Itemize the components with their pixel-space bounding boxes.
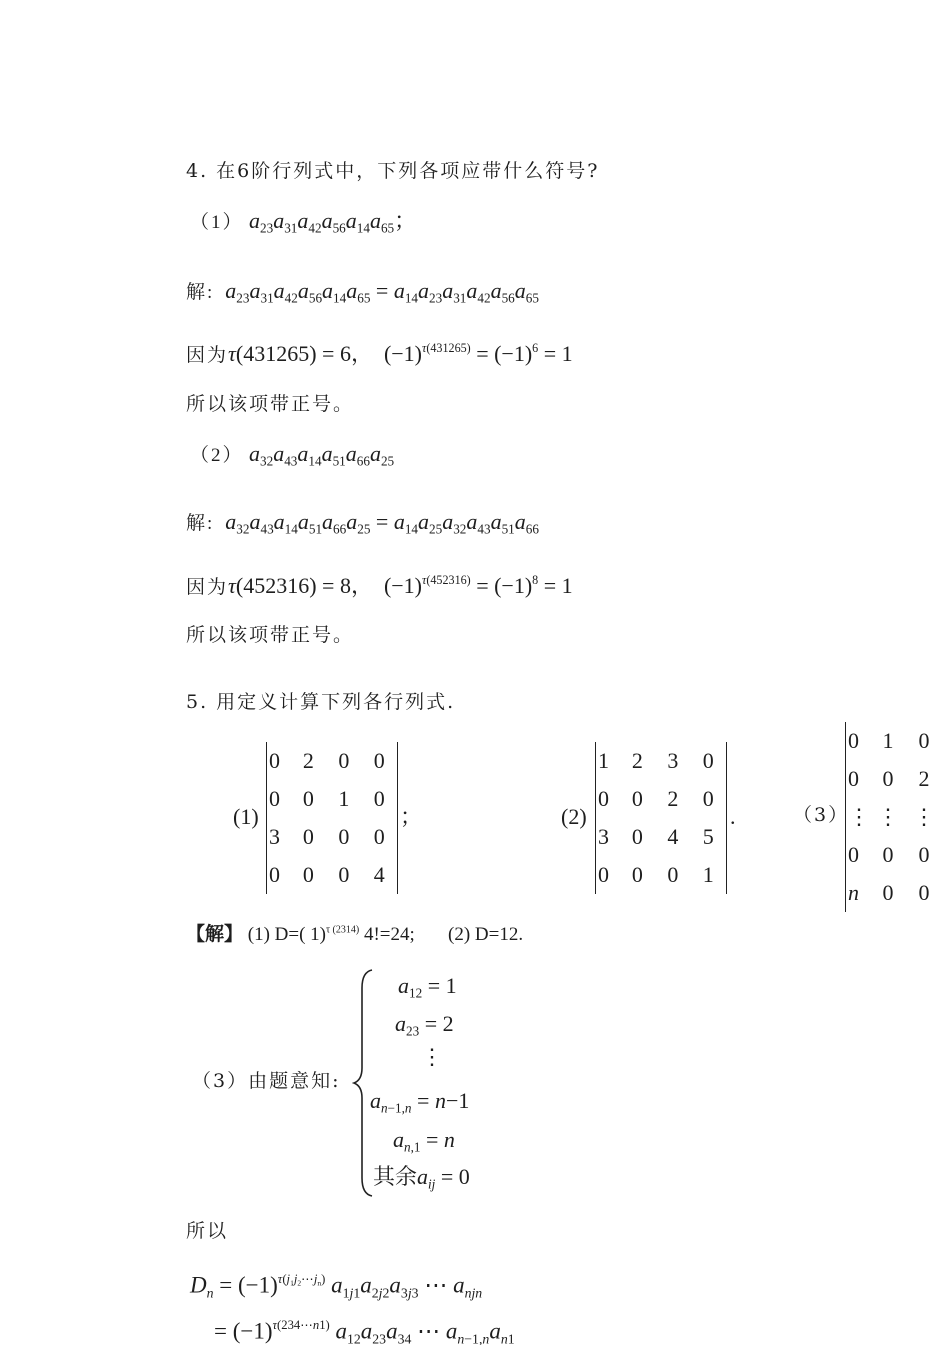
q4-p2-solution: 解: $a_{32}a_{43}a_{14}a_{51}a_{66}a_{25} = a_{14}a_{25}a_{32}a_{43}a_{51}a_{66}$ <box>186 509 539 537</box>
det3-cell: 0 <box>848 842 859 867</box>
det2-cell: 0 <box>631 786 643 811</box>
determinant-1 <box>266 742 398 894</box>
det3-cell: 2 <box>918 766 930 791</box>
det3-cell: 0 <box>918 728 930 753</box>
det1-row <box>267 818 397 856</box>
case-vdots: ⋮ <box>421 1044 443 1069</box>
det1-cell: 1 <box>338 786 350 811</box>
det3-label: （3） <box>793 804 850 826</box>
det3-cell: n <box>848 880 859 905</box>
det2-cell: 1 <box>598 748 609 773</box>
det2-cell: 2 <box>631 748 643 773</box>
case-an-1n: $a_{n-1,n} = n-1$ <box>370 1088 470 1116</box>
case-a12: $a_{12} = 1$ <box>398 973 457 1001</box>
det2-cell: 0 <box>631 824 643 849</box>
case-other: 其余$a_{ij} = 0$ <box>373 1164 470 1192</box>
det1-row <box>267 856 397 894</box>
case-a23: $a_{23} = 2$ <box>395 1011 454 1039</box>
det3-cell: 0 <box>882 842 894 867</box>
det2-cell: 4 <box>667 824 679 849</box>
det2-cell: 0 <box>702 786 714 811</box>
det3-cell: ⋮ <box>877 804 899 829</box>
det3-cell: ⋮ <box>913 804 935 829</box>
det1-cell: 0 <box>302 786 314 811</box>
det3-cell: 1 <box>882 728 894 753</box>
det2-row <box>596 818 726 856</box>
det1-cell: 0 <box>338 862 350 887</box>
det3-cell: 0 <box>848 728 859 753</box>
dn-line-1: $D_n = (-1)^{\tau(j_1j_2\cdots j_n)}$ $a_{1j1}a_{2j2}a_{3j3}$ ⋯ $a_{njn}$ <box>190 1272 483 1301</box>
det3-row <box>846 798 950 836</box>
determinant-2 <box>595 742 727 894</box>
det1-cell: 0 <box>302 862 314 887</box>
det2-label: (2) <box>561 804 587 829</box>
det3-cell: 0 <box>848 766 859 791</box>
det1-row <box>267 780 397 818</box>
det1-label: (1) <box>233 804 259 829</box>
det2-cell: 0 <box>667 862 679 887</box>
det2-row <box>596 856 726 894</box>
det1-end: ； <box>400 804 423 829</box>
det1-cell: 0 <box>269 786 280 811</box>
det1-cell: 0 <box>338 824 350 849</box>
det2-cell: 0 <box>598 786 609 811</box>
q5-p3-intro: （3）由题意知: <box>192 1070 341 1092</box>
det2-end: . <box>730 804 736 829</box>
q4-p2-term: （2） $a_{32}a_{43}a_{14}a_{51}a_{66}a_{25}$ <box>190 441 395 469</box>
dn-line-2: = $(-1)^{\tau(234\cdots n1)}$ $a_{12}a_{23}a_{34}$ ⋯ $a_{n-1,n}a_{n1}$ <box>214 1318 515 1345</box>
q4-p2-conclusion: 所以该项带正号。 <box>186 624 355 646</box>
q4-p1-conclusion: 所以该项带正号。 <box>186 393 355 415</box>
det3-cell: 0 <box>882 880 894 905</box>
det3-cell: 0 <box>882 766 894 791</box>
q4-p1-term: （1） $a_{23}a_{31}a_{42}a_{56}a_{14}a_{65}$； <box>190 208 417 236</box>
det2-cell: 0 <box>598 862 609 887</box>
det3-cell: 0 <box>918 880 930 905</box>
det1-cell: 0 <box>373 786 385 811</box>
det3-row <box>846 722 950 760</box>
determinant-3 <box>845 722 950 912</box>
q4-p2-reason: 因为τ(452316) = 8， $(-1)^{\tau(452316)} = (-1)^8 = 1$ <box>186 573 573 599</box>
det1-cell: 3 <box>269 824 280 849</box>
det2-cell: 3 <box>667 748 679 773</box>
det3-row <box>846 836 950 874</box>
q4-p1-reason: 因为τ(431265) = 6， $(-1)^{\tau(431265)} = (-1)^6 = 1$ <box>186 341 573 367</box>
det1-cell: 2 <box>302 748 314 773</box>
det1-cell: 4 <box>373 862 385 887</box>
det3-cell: 0 <box>918 842 930 867</box>
det3-row <box>846 874 950 912</box>
det1-cell: 0 <box>269 862 280 887</box>
det2-cell: 5 <box>702 824 714 849</box>
case-an1: $a_{n,1} = n$ <box>393 1127 455 1155</box>
q4-p1-solution: 解: $a_{23}a_{31}a_{42}a_{56}a_{14}a_{65} = a_{14}a_{23}a_{31}a_{42}a_{56}a_{65}$ <box>186 278 539 306</box>
det1-cell: 0 <box>269 748 280 773</box>
det1-cell: 0 <box>373 824 385 849</box>
det3-cell: ⋮ <box>848 804 870 829</box>
det1-cell: 0 <box>373 748 385 773</box>
q5-p3-so: 所以 <box>186 1220 229 1242</box>
q5-title: 5. 用定义计算下列各行列式. <box>186 691 456 713</box>
det1-cell: 0 <box>302 824 314 849</box>
det2-cell: 1 <box>702 862 714 887</box>
det2-row <box>596 780 726 818</box>
det3-row <box>846 760 950 798</box>
det2-cell: 2 <box>667 786 679 811</box>
det1-cell: 0 <box>338 748 350 773</box>
det2-cell: 3 <box>598 824 609 849</box>
det1-row <box>267 742 397 780</box>
det2-cell: 0 <box>631 862 643 887</box>
q4-title: 4. 在6阶行列式中，下列各项应带什么符号? <box>186 160 600 182</box>
q5-answer-line: 【解】 (1) D=( 1)$^{\tau (2314)}$ 4!=24; (2) D=12. <box>186 924 524 945</box>
det2-cell: 0 <box>702 748 714 773</box>
det2-row <box>596 742 726 780</box>
